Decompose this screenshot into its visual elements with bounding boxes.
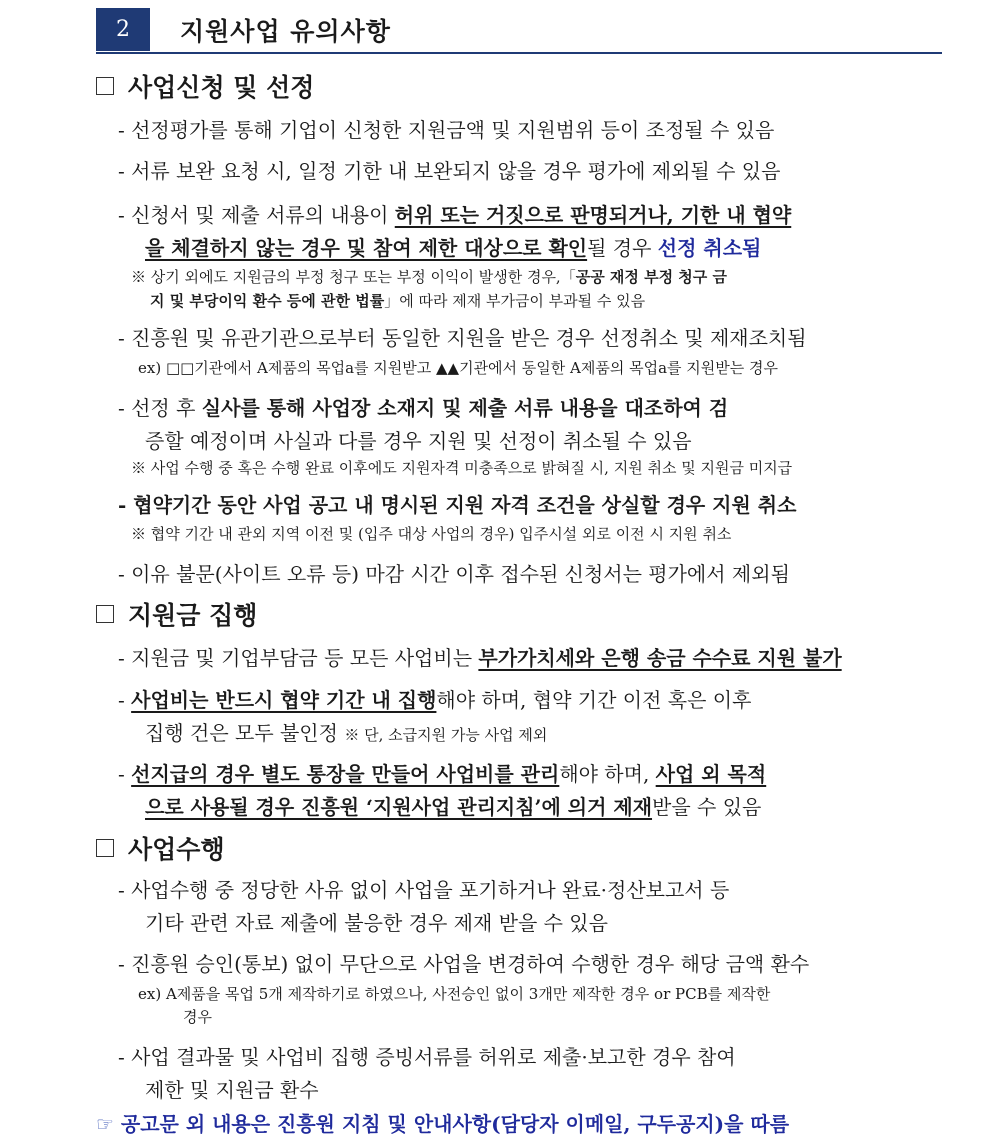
list-item: - 사업 결과물 및 사업비 집행 증빙서류를 허위로 제출·보고한 경우 참여 [118, 1045, 736, 1069]
subsection-title-application: 사업신청 및 선정 [96, 68, 314, 104]
list-item: - 지원금 및 기업부담금 등 모든 사업비는 부가가치세와 은행 송금 수수료 지원 불가 [118, 646, 842, 670]
list-item-continued: 집행 건은 모두 불인정 ※ 단, 소급지원 가능 사업 제외 [145, 721, 548, 745]
section-title: 지원사업 유의사항 [180, 17, 391, 46]
footer-note: ☞ 공고문 외 내용은 진흥원 지침 및 안내사항(담당자 이메일, 구두공지)을 따름 [96, 1112, 790, 1136]
list-item-continued: 으로 사용될 경우 진흥원 ‘지원사업 관리지침’에 의거 제재받을 수 있음 [145, 795, 762, 819]
list-item: - 서류 보완 요청 시, 일정 기한 내 보완되지 않을 경우 평가에 제외될 수 있음 [118, 159, 781, 183]
section-header [96, 8, 942, 54]
list-item-continued: 기타 관련 자료 제출에 불응한 경우 제재 받을 수 있음 [145, 911, 608, 935]
list-item: - 이유 불문(사이트 오류 등) 마감 시간 이후 접수된 신청서는 평가에서 제외됨 [118, 562, 790, 586]
list-item-continued: 증할 예정이며 사실과 다를 경우 지원 및 선정이 취소될 수 있음 [145, 429, 692, 453]
note: ※ 협약 기간 내 관외 지역 이전 및 (입주 대상 사업의 경우) 입주시설 외로 이전 시 지원 취소 [131, 525, 732, 543]
list-item: - 사업비는 반드시 협약 기간 내 집행해야 하며, 협약 기간 이전 혹은 이후 [118, 688, 752, 712]
example-note-continued: 경우 [183, 1008, 212, 1026]
list-item-continued: 을 체결하지 않는 경우 및 참여 제한 대상으로 확인될 경우 선정 취소됨 [145, 236, 762, 260]
pointing-hand-icon: ☞ [96, 1112, 114, 1136]
section-number: 2 [96, 8, 150, 51]
subsection-title-funding: 지원금 집행 [96, 596, 257, 632]
note: ※ 사업 수행 중 혹은 수행 완료 이후에도 지원자격 미충족으로 밝혀질 시, 지원 취소 및 지원금 미지급 [131, 459, 793, 477]
list-item: - 선정평가를 통해 기업이 신청한 지원금액 및 지원범위 등이 조정될 수 있음 [118, 118, 775, 142]
note-continued: 지 및 부당이익 환수 등에 관한 법률」에 따라 제재 부가금이 부과될 수 있음 [150, 292, 646, 310]
list-item: - 진흥원 승인(통보) 없이 무단으로 사업을 변경하여 수행한 경우 해당 금액 환수 [118, 952, 810, 976]
list-item: - 진흥원 및 유관기관으로부터 동일한 지원을 받은 경우 선정취소 및 제재조치됨 [118, 326, 807, 350]
example-note: ex) A제품을 목업 5개 제작하기로 하였으나, 사전승인 없이 3개만 제작한 경우 or PCB를 제작한 [138, 985, 771, 1003]
subsection-title-execution: 사업수행 [96, 830, 225, 866]
list-item: - 선지급의 경우 별도 통장을 만들어 사업비를 관리해야 하며, 사업 외 목적 [118, 762, 767, 786]
list-item: - 협약기간 동안 사업 공고 내 명시된 지원 자격 조건을 상실할 경우 지원 취소 [118, 493, 797, 517]
checkbox-square-icon [96, 839, 114, 857]
list-item: - 신청서 및 제출 서류의 내용이 허위 또는 거짓으로 판명되거나, 기한 내 협약 [118, 203, 792, 227]
list-item: - 사업수행 중 정당한 사유 없이 사업을 포기하거나 완료·정산보고서 등 [118, 878, 730, 902]
list-item-continued: 제한 및 지원금 환수 [145, 1078, 319, 1102]
list-item: - 선정 후 실사를 통해 사업장 소재지 및 제출 서류 내용을 대조하여 검 [118, 396, 729, 420]
checkbox-square-icon [96, 77, 114, 95]
example-note: ex) □□기관에서 A제품의 목업a를 지원받고 ▲▲기관에서 동일한 A제품의 목업a를 지원받는 경우 [138, 359, 779, 377]
note: ※ 상기 외에도 지원금의 부정 청구 또는 부정 이익이 발생한 경우,「공공 재정 부정 청구 금 [131, 268, 728, 286]
checkbox-square-icon [96, 605, 114, 623]
